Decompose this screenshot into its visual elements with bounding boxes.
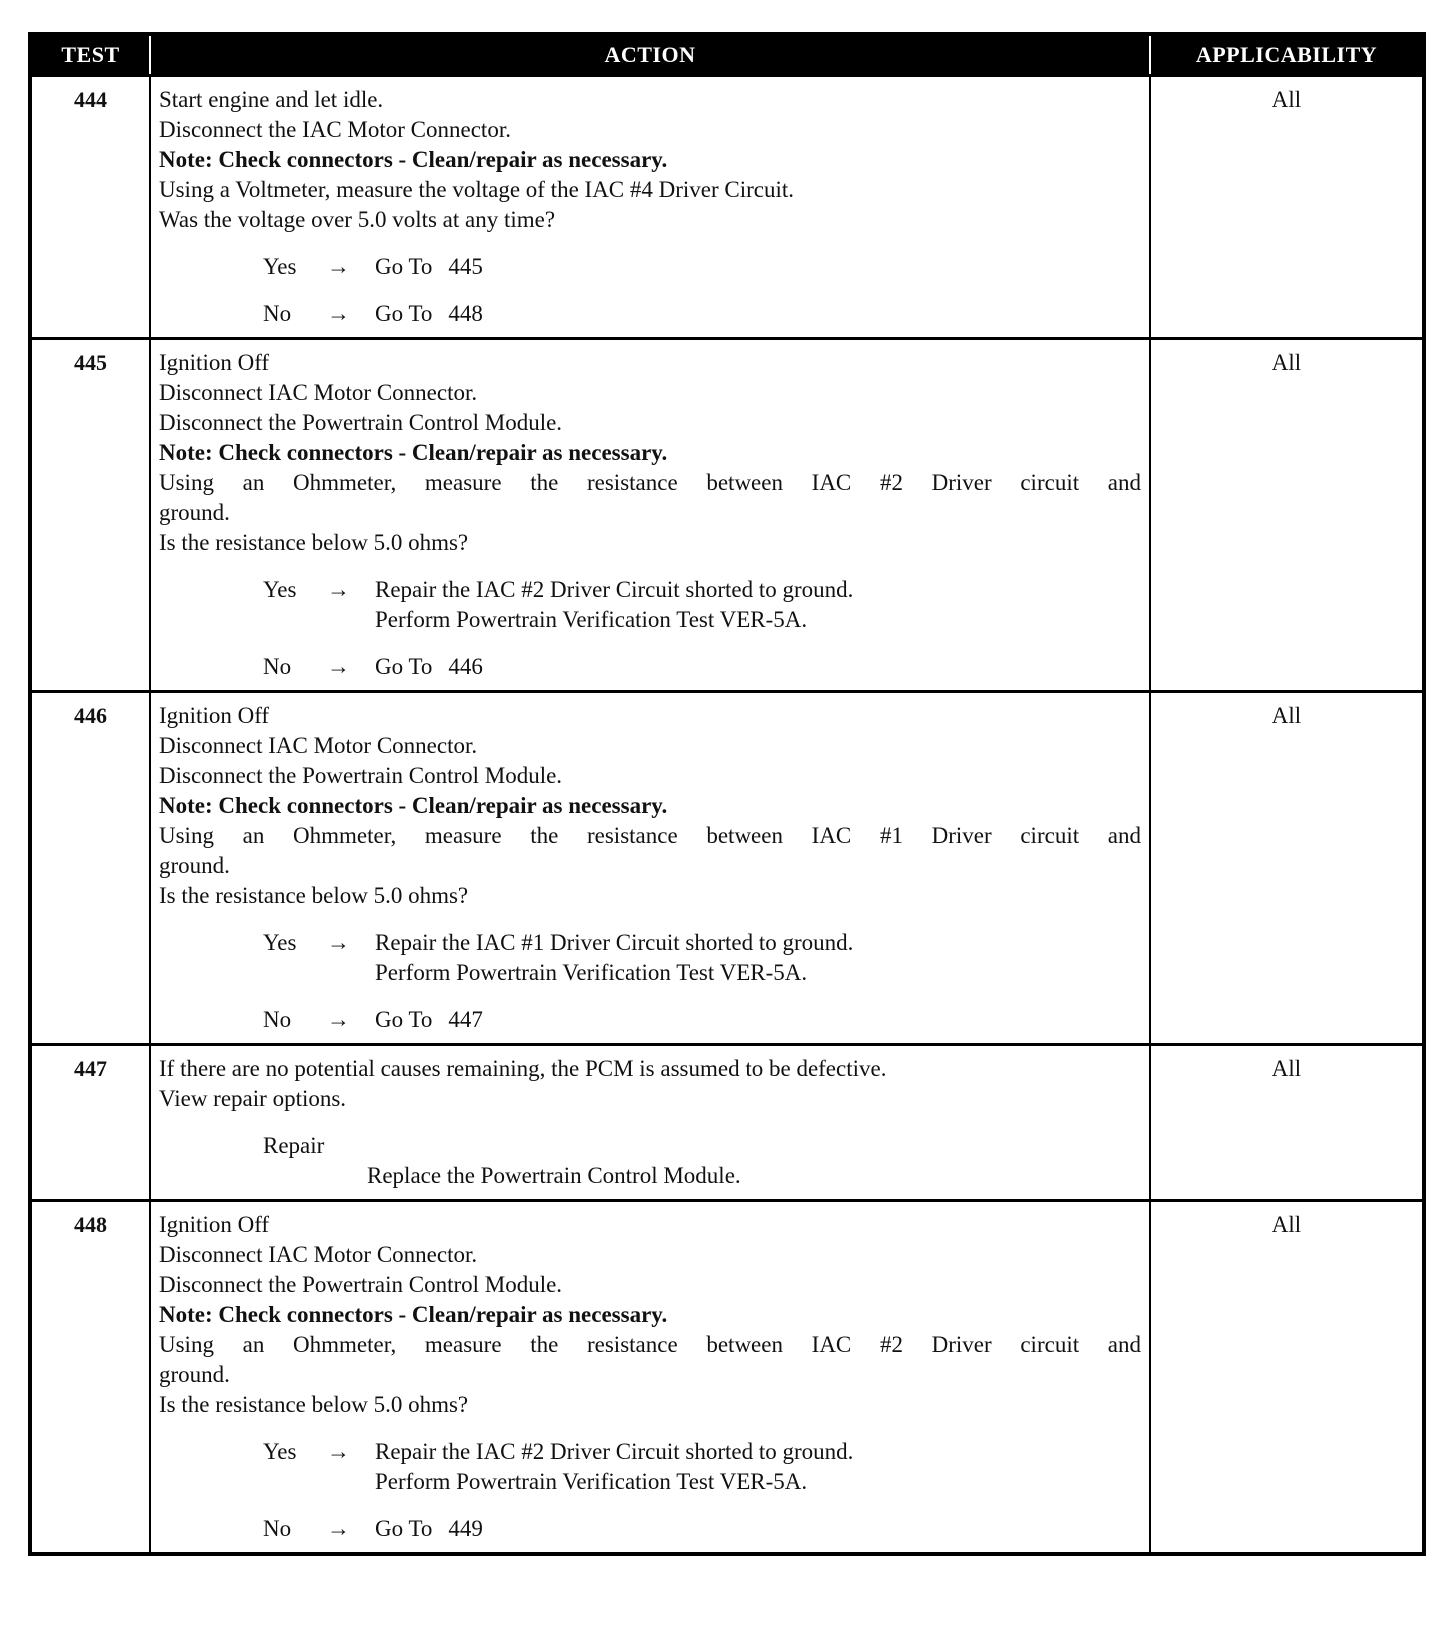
outcome-yes	[263, 928, 1141, 988]
test-number: 444	[30, 76, 150, 339]
outcome-result-line: Repair the IAC #2 Driver Circuit shorted to ground.	[375, 577, 854, 602]
note-line: Note: Check connectors - Clean/repair as necessary.	[159, 793, 668, 818]
outcome-label: Yes	[263, 254, 297, 279]
instruction-line: Using a Voltmeter, measure the voltage of the IAC #4 Driver Circuit.	[159, 177, 795, 202]
goto-test-number: 445	[448, 254, 483, 279]
note-line: Note: Check connectors - Clean/repair as necessary.	[159, 440, 668, 465]
instruction-line: Disconnect the Powertrain Control Module.	[159, 763, 563, 788]
action-cell	[150, 339, 1150, 692]
test-number: 448	[30, 1201, 150, 1555]
goto-test-number: 448	[448, 301, 483, 326]
table-row	[30, 1045, 1424, 1201]
outcome-result	[375, 252, 1141, 282]
applicability: All	[1150, 76, 1424, 339]
instruction-line: ground.	[159, 853, 230, 878]
instruction-line: Was the voltage over 5.0 volts at any time?	[159, 207, 556, 232]
instruction-line: ground.	[159, 1362, 230, 1387]
test-number: 445	[30, 339, 150, 692]
outcome-no	[263, 1005, 1141, 1035]
header-action: ACTION	[150, 34, 1150, 76]
instruction-line: Disconnect IAC Motor Connector.	[159, 1242, 478, 1267]
outcome-result	[375, 652, 1141, 682]
right-arrow-icon: →	[327, 1439, 350, 1464]
instruction-line: Ignition Off	[159, 350, 270, 375]
instruction-line: Start engine and let idle.	[159, 87, 384, 112]
goto-label: Go To	[375, 1007, 433, 1032]
outcome-result-line: Repair the IAC #1 Driver Circuit shorted to ground.	[375, 930, 854, 955]
instruction-line: Using an Ohmmeter, measure the resistance between IAC #2 Driver circuit and	[159, 1332, 1141, 1357]
table-row	[30, 339, 1424, 692]
outcome-result	[375, 299, 1141, 329]
right-arrow-icon: →	[327, 1007, 350, 1032]
outcome-result	[375, 1005, 1141, 1035]
goto-test-number: 447	[448, 1007, 483, 1032]
outcome-result	[375, 575, 1141, 635]
goto-label: Go To	[375, 254, 433, 279]
repair-block	[263, 1131, 1141, 1191]
note-line: Note: Check connectors - Clean/repair as necessary.	[159, 147, 668, 172]
instruction-line: Using an Ohmmeter, measure the resistance between IAC #2 Driver circuit and	[159, 470, 1141, 495]
action-cell	[150, 76, 1150, 339]
table-row	[30, 692, 1424, 1045]
test-number: 446	[30, 692, 150, 1045]
outcome-no	[263, 1514, 1141, 1544]
applicability: All	[1150, 1045, 1424, 1201]
instruction-line: Ignition Off	[159, 703, 270, 728]
repair-label: Repair	[263, 1133, 325, 1158]
action-cell	[150, 692, 1150, 1045]
instruction-line: Disconnect IAC Motor Connector.	[159, 733, 478, 758]
instruction-line: Disconnect the IAC Motor Connector.	[159, 117, 511, 142]
outcome-yes	[263, 575, 1141, 635]
table-row	[30, 76, 1424, 339]
table-body	[30, 76, 1424, 1555]
outcome-label: Yes	[263, 1439, 297, 1464]
right-arrow-icon: →	[327, 930, 350, 955]
table-header	[30, 34, 1424, 76]
right-arrow-icon: →	[327, 301, 350, 326]
instruction-line: ground.	[159, 500, 230, 525]
header-applicability: APPLICABILITY	[1150, 34, 1424, 76]
outcome-label: Yes	[263, 577, 297, 602]
goto-label: Go To	[375, 1516, 433, 1541]
outcome-label: No	[263, 654, 292, 679]
table-row	[30, 1201, 1424, 1555]
applicability: All	[1150, 692, 1424, 1045]
instruction-line: Disconnect IAC Motor Connector.	[159, 380, 478, 405]
applicability: All	[1150, 339, 1424, 692]
outcome-result-line: Perform Powertrain Verification Test VER-5A.	[375, 1469, 808, 1494]
instruction-line: View repair options.	[159, 1086, 347, 1111]
outcome-label: No	[263, 1007, 292, 1032]
header-test: TEST	[30, 34, 150, 76]
instruction-line: Is the resistance below 5.0 ohms?	[159, 530, 469, 555]
right-arrow-icon: →	[327, 577, 350, 602]
right-arrow-icon: →	[327, 254, 350, 279]
outcome-result	[375, 928, 1141, 988]
outcome-yes	[263, 1437, 1141, 1497]
instruction-line: Is the resistance below 5.0 ohms?	[159, 1392, 469, 1417]
outcome-result	[375, 1514, 1141, 1544]
outcome-result-line: Perform Powertrain Verification Test VER-5A.	[375, 607, 808, 632]
goto-label: Go To	[375, 301, 433, 326]
instruction-line: If there are no potential causes remaining, the PCM is assumed to be defective.	[159, 1056, 887, 1081]
outcome-label: Yes	[263, 930, 297, 955]
note-line: Note: Check connectors - Clean/repair as necessary.	[159, 1302, 668, 1327]
goto-test-number: 446	[448, 654, 483, 679]
outcome-no	[263, 652, 1141, 682]
outcome-label: No	[263, 1516, 292, 1541]
repair-text: Replace the Powertrain Control Module.	[367, 1163, 741, 1188]
outcome-no	[263, 299, 1141, 329]
instruction-line: Disconnect the Powertrain Control Module.	[159, 410, 563, 435]
outcome-result-line: Perform Powertrain Verification Test VER-5A.	[375, 960, 808, 985]
outcome-label: No	[263, 301, 292, 326]
instruction-line: Ignition Off	[159, 1212, 270, 1237]
outcome-yes	[263, 252, 1141, 282]
action-cell	[150, 1045, 1150, 1201]
right-arrow-icon: →	[327, 654, 350, 679]
diagnostic-table	[28, 32, 1426, 1556]
outcome-result	[375, 1437, 1141, 1497]
instruction-line: Disconnect the Powertrain Control Module.	[159, 1272, 563, 1297]
applicability: All	[1150, 1201, 1424, 1555]
right-arrow-icon: →	[327, 1516, 350, 1541]
instruction-line: Using an Ohmmeter, measure the resistance between IAC #1 Driver circuit and	[159, 823, 1141, 848]
goto-label: Go To	[375, 654, 433, 679]
diagnostic-table-sheet	[28, 32, 1422, 1556]
instruction-line: Is the resistance below 5.0 ohms?	[159, 883, 469, 908]
test-number: 447	[30, 1045, 150, 1201]
goto-test-number: 449	[448, 1516, 483, 1541]
outcome-result-line: Repair the IAC #2 Driver Circuit shorted to ground.	[375, 1439, 854, 1464]
action-cell	[150, 1201, 1150, 1555]
